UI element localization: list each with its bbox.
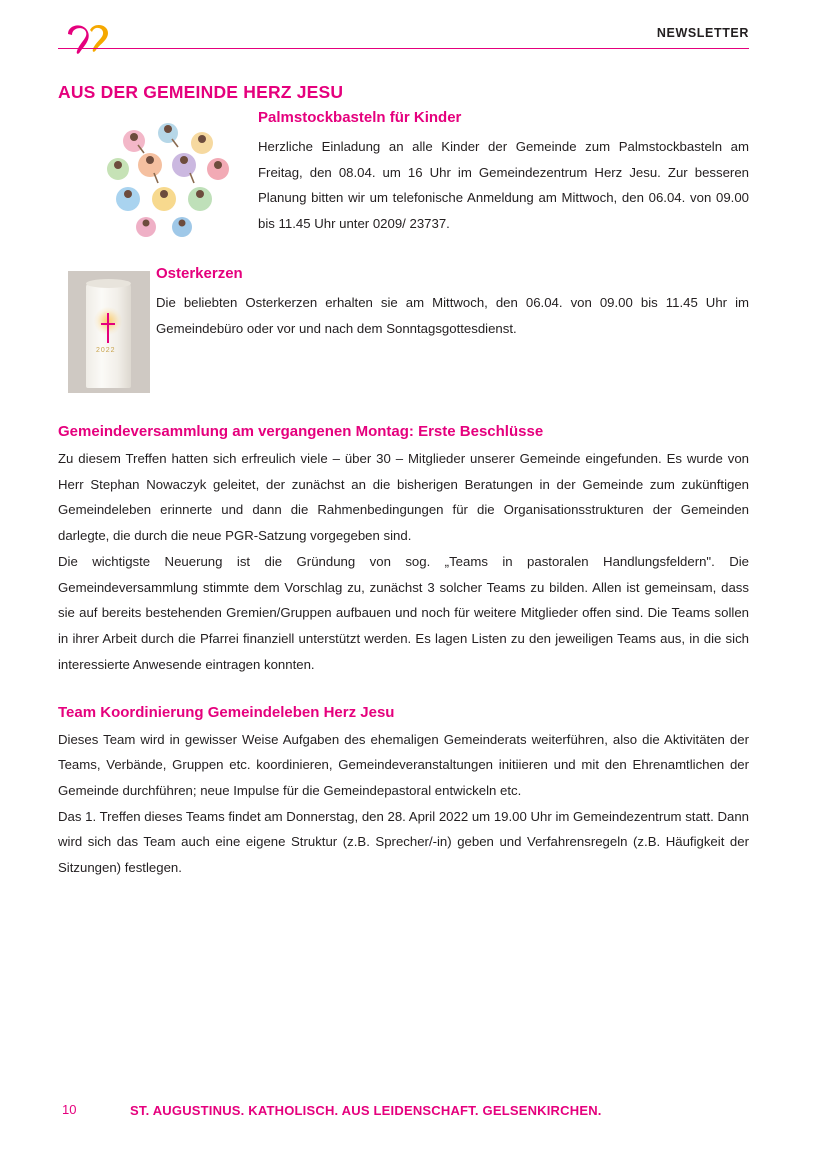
- article-body: Die beliebten Osterkerzen erhalten sie am Mittwoch, den 06.04. von 09.00 bis 11.45 Uhr im Gemeindebüro oder vor und nach dem Sonntagsgottesdienst.: [156, 294, 749, 336]
- paragraph: Das 1. Treffen dieses Teams findet am Donnerstag, den 28. April 2022 um 19.00 Uhr im Gemeindezentrum statt. Dann wird sich das Team auch eine eigene Struktur (z.B. Sprecher/-in) geben und Verfahrensregeln (z.B. Häufigkeit der Sitzungen) festlegen.: [58, 808, 749, 876]
- article-body: Herzliche Einladung an alle Kinder der Gemeinde zum Palmstockbasteln am Freitag, den 08.04. um 16 Uhr im Gemeindezentrum Herz Jesu. Zur besseren Planung bitten wir um telefonische Anmeldung am Mittwoch, den 06.04. von 09.00 bis 11.45 Uhr unter 0209/ 23737.: [258, 139, 749, 232]
- article-osterkerzen: [58, 265, 749, 397]
- newsletter-label: NEWSLETTER: [656, 26, 749, 40]
- header-divider: [58, 48, 749, 49]
- paragraph: Die wichtigste Neuerung ist die Gründung von sog. „Teams in pastoralen Handlungsfeldern". Die Gemeindeversammlung stimmte dem Vorschlag zu, zunächst 3 solcher Teams zu bilden. Allen ist gemeinsam, dass sie auf bereits bestehenden Gremien/Gruppen aufbauen und noch für weitere Mitglieder offen sind. Die Teams sollen in ihrer Arbeit durch die Pfarrei finanziell unterstützt werden. Es lagen Listen zu den jeweiligen Teams aus, in die sich interessierte Anwesende eintragen konnten.: [58, 553, 749, 672]
- section-heading: Team Koordinierung Gemeindeleben Herz Jesu: [58, 703, 395, 721]
- section-gemeindeversammlung: [58, 423, 749, 678]
- page-number: 10: [62, 1102, 77, 1117]
- page-header: [58, 0, 749, 62]
- article-title: Palmstockbasteln für Kinder: [258, 109, 462, 126]
- article-title: Osterkerzen: [156, 264, 243, 282]
- page-title: AUS DER GEMEINDE HERZ JESU: [58, 82, 344, 102]
- section-heading: Gemeindeversammlung am vergangenen Montag: Erste Beschlüsse: [58, 422, 544, 440]
- section-team-koordinierung: [58, 704, 749, 881]
- footer-tagline: ST. AUGUSTINUS. KATHOLISCH. AUS LEIDENSCHAFT. GELSENKIRCHEN.: [130, 1103, 602, 1118]
- paragraph: Zu diesem Treffen hatten sich erfreulich viele – über 30 – Mitglieder unserer Gemeinde eingefunden. Es wurde von Herr Stephan Nowaczyk geleitet, der zunächst an die bisherigen Beratungen in der Gemeinde zum zukünftigen Gemeindeleben erinnerte und dann die Rahmenbedingungen für die Organisationsstrukturen der Gemeinden darlegte, die durch die neue PGR-Satzung vorgegeben sind.: [58, 450, 749, 544]
- page-footer: [58, 1102, 749, 1122]
- candle-year-label: 2022: [96, 346, 116, 354]
- paragraph: Dieses Team wird in gewisser Weise Aufgaben des ehemaligen Gemeinderats weiterführen, also die Aktivitäten der Teams, Verbände, Gruppen etc. koordinieren, Gemeindeveranstaltungen initiieren und mit den Ehrenamtlichen der Gemeinde durchführen; neue Impulse für die Gemeindepastoral entwickeln etc.: [58, 731, 749, 799]
- children-crafting-illustration: [98, 117, 246, 245]
- article-palmstockbasteln: [58, 109, 749, 237]
- easter-candle-photo: [68, 271, 150, 393]
- heart-flame-logo-icon: [60, 20, 116, 60]
